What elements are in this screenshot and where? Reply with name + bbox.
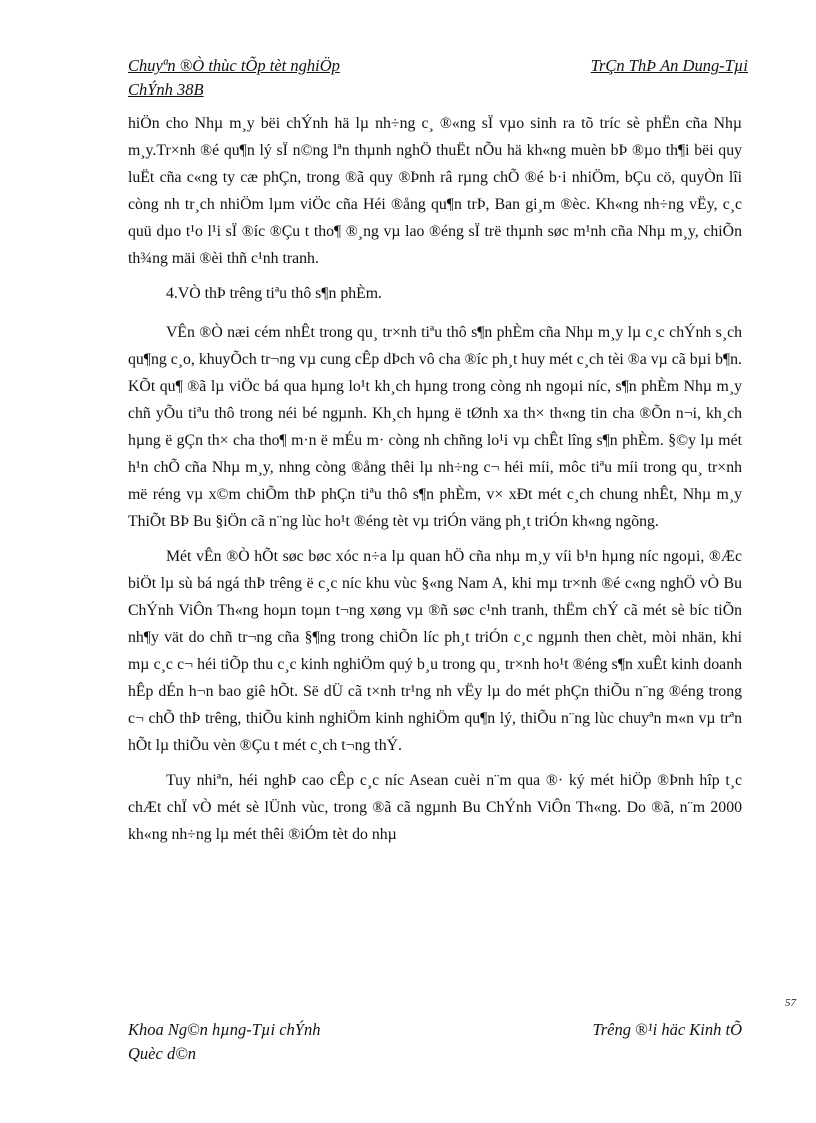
paragraph-4: Tuy nhiªn, héi nghÞ cao cÊp c¸c níc Asean cuèi n¨m qua ®· ký mét hiÖp ®Þnh hîp t¸c chÆt chÏ vÒ mét sè lÜnh vùc, trong ®ã cã ngµnh Bu ChÝnh ViÔn Th«ng. Do ®ã, n¨m 2000 kh«ng nh÷ng lµ mét thêi ®iÓm tèt do nhµ <box>128 772 742 843</box>
paragraph-1: hiÖn cho Nhµ m¸y bëi chÝnh hä lµ nh÷ng c¸ ®«ng sÏ vµo sinh ra tõ tríc sè phËn cña Nhµ m¸y.Tr×nh ®é qu¶n lý sÏ n©ng lªn thµnh nghÖ thuËt nÕu hä kh«ng muèn bÞ ®µo th¶i bëi quy luËt cña c«ng ty cæ phÇn, trong ®ã quy ®Þnh râ rµng chÕ ®é b·i nhiÖm, bÇu cö, quyÒn lîi còng nh tr¸ch nhiÖm lµm viÖc cña Héi ®ång qu¶n trÞ, Ban gi¸m ®èc. Kh«ng nh÷ng vËy, c¸c quü dµo t¹o l¹i sÏ ®íc ®Çu t tho¶ ®¸ng vµ lao ®éng sÏ trë thµnh søc m¹nh cña Nhµ m¸y, chiÕn th¾ng mäi ®èi thñ c¹nh tranh. <box>128 115 742 267</box>
document-body <box>128 110 742 856</box>
footer-university: Trêng ®¹i häc Kinh tÕ <box>592 1020 742 1039</box>
footer-faculty: Khoa Ng©n hµng-Tµi chÝnh <box>128 1020 321 1039</box>
section-heading: 4.VÒ thÞ trêng tiªu thô s¶n phÈm. <box>166 285 382 302</box>
page-header <box>128 54 748 102</box>
page-footer <box>128 1018 742 1066</box>
footer-faculty-line2: Quèc d©n <box>128 1044 196 1063</box>
page-number: 57 <box>785 997 796 1009</box>
header-class: ChÝnh 38B <box>128 80 204 99</box>
header-author: TrÇn ThÞ An Dung-Tµi <box>590 56 748 75</box>
paragraph-3: Mét vÊn ®Ò hÕt søc bøc xóc n÷a lµ quan hÖ cña nhµ m¸y víi b¹n hµng níc ngoµi, ®Æc biÖt lµ sù bá ngá thÞ trêng ë c¸c níc khu vùc §«ng Nam A, khi mµ tr×nh ®é c«ng nghÖ vÒ Bu ChÝnh ViÔn Th«ng hoµn toµn t¬ng xøng vµ ®ñ søc c¹nh tranh, thËm chÝ cã mét sè bíc tiÕn nh¶y vät do chñ tr¬ng cña §¶ng trong chiÕn líc ph¸t triÓn c¸c ngµnh then chèt, mòi nhän, khi mµ c¸c c¬ héi tiÕp thu c¸c kinh nghiÖm quý b¸u trong qu¸ tr×nh ho¹t ®éng s¶n xuÊt kinh doanh hÊp dÉn h¬n bao giê hÕt. Së dÜ cã t×nh tr¹ng nh vËy lµ do mét phÇn thiÕu n¨ng ®éng trong c¬ chÕ thÞ trêng, thiÕu kinh nghiÖm kinh nghiÖm qu¶n lý, thiÕu n¨ng lùc chuyªn m«n vµ trªn hÕt lµ thiÕu vèn ®Çu t mét c¸ch t¬ng thÝ. <box>128 548 742 754</box>
paragraph-2: VÊn ®Ò næi cém nhÊt trong qu¸ tr×nh tiªu thô s¶n phÈm cña Nhµ m¸y lµ c¸c chÝnh s¸ch qu¶ng c¸o, khuyÕch tr¬ng vµ cung cÊp dÞch vô cha ®íc ph¸t huy mét c¸ch tèi ®a vµ cã bµi b¶n. KÕt qu¶ ®ã lµ viÖc bá qua hµng lo¹t kh¸ch hµng trong còng nh ngoµi níc, s¶n phÈm Nhµ m¸y chñ yÕu tiªu thô trong néi bé ngµnh. Kh¸ch hµng ë tØnh xa th× th«ng tin cha ®Õn n¬i, kh¸ch hµng ë gÇn th× cha tho¶ m·n ë mÉu m· còng nh chñng lo¹i vµ chÊt lîng s¶n phÈm. §©y lµ mét h¹n chÕ cña Nhµ m¸y, nhng còng ®ång thêi lµ nh÷ng c¬ héi míi, môc tiªu míi trong qu¸ tr×nh më réng vµ x©m chiÕm thÞ phÇn tiªu thô s¶n phÈm, v× xÐt mét c¸ch chung nhÊt, Nhµ m¸y ThiÕt BÞ Bu §iÖn cã n¨ng lùc ho¹t ®éng tèt vµ triÓn väng ph¸t triÓn kh«ng ngõng. <box>128 324 742 530</box>
header-title: Chuyªn ®Ò thùc tÕp tèt nghiÖp <box>128 56 340 75</box>
